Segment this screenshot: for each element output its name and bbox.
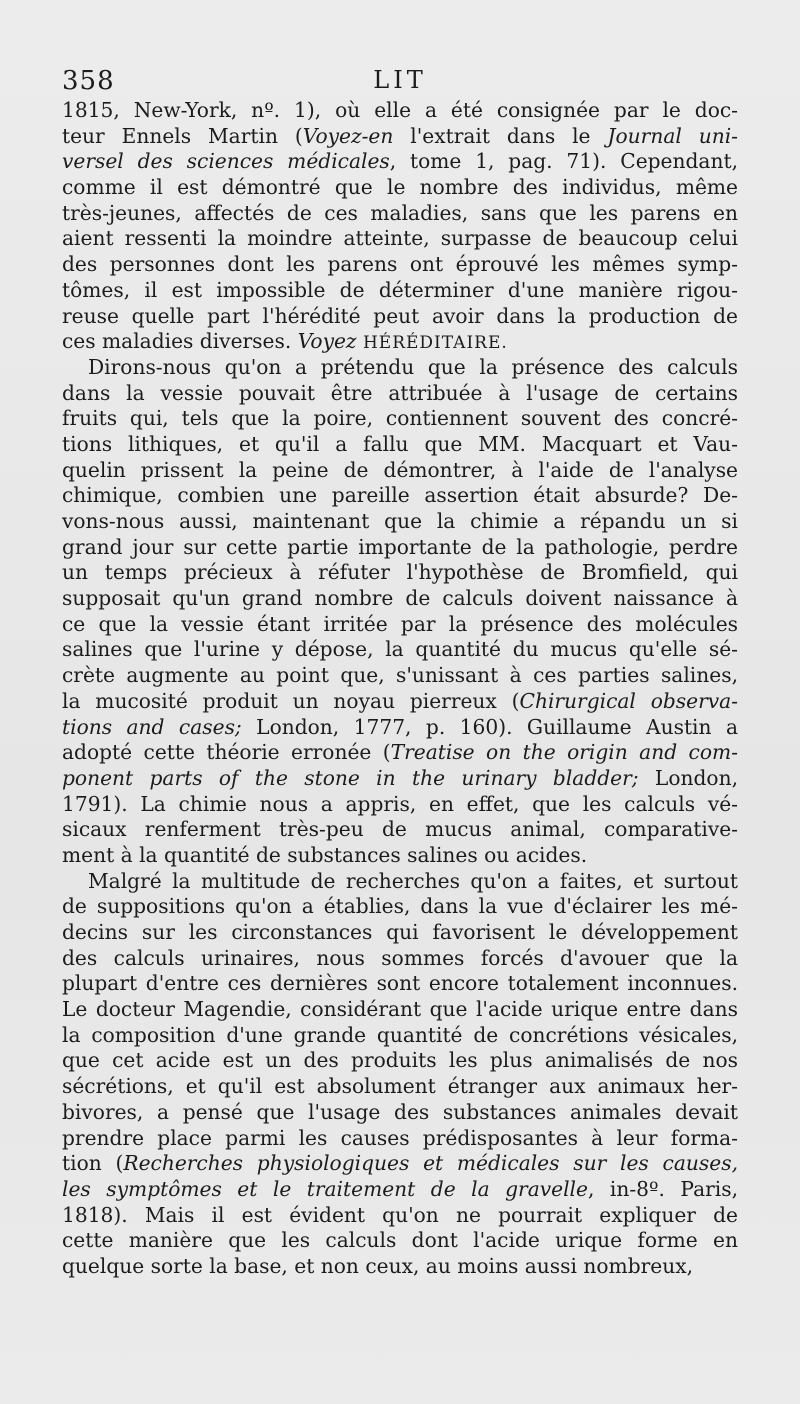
text-line: [62, 124, 738, 150]
text-line: [62, 175, 738, 201]
text-line: [62, 98, 738, 124]
text-line: [62, 560, 738, 586]
text-line: [62, 458, 738, 484]
text-line: [62, 1228, 738, 1254]
text-line: [62, 1023, 738, 1049]
body-text: [62, 98, 738, 1280]
running-head: LIT: [373, 66, 427, 94]
text-line: [62, 432, 738, 458]
page-number: 358: [62, 66, 115, 96]
text-segment: , in-8º. Paris,: [587, 1176, 738, 1201]
text-line: [62, 535, 738, 561]
text-segment: sicaux renferment très-peu de mucus animal, comparative-: [62, 817, 738, 842]
text-line: [62, 817, 738, 843]
text-line: [62, 406, 738, 432]
text-line: [62, 1048, 738, 1074]
text-line: [62, 637, 738, 663]
text-segment: Dirons-nous qu'on a prétendu que la présence des calculs: [88, 354, 738, 379]
text-segment: bivores, a pensé que l'usage des substances animales devait: [62, 1099, 738, 1124]
text-segment: salines que l'urine y dépose, la quantité du mucus qu'elle sé-: [62, 637, 738, 662]
text-line: [62, 689, 738, 715]
text-line: [62, 509, 738, 535]
text-segment: l'extrait dans le: [393, 123, 608, 148]
text-line: [62, 304, 738, 330]
text-line: [62, 1203, 738, 1229]
text-segment: tômes, il est impossible de déterminer d'une manière rigou-: [62, 277, 738, 302]
text-segment: London, 1777, p. 160). Guillaume Austin a: [241, 714, 738, 739]
text-line: [62, 766, 738, 792]
text-segment: fruits qui, tels que la poire, contiennent souvent des concré-: [62, 406, 738, 431]
text-segment: 1818). Mais il est évident qu'on ne pourrait expliquer de: [62, 1202, 738, 1227]
text-segment: quelque sorte la base, et non ceux, au moins aussi nombreux,: [62, 1253, 694, 1278]
text-line: [62, 792, 738, 818]
text-line: [62, 1074, 738, 1100]
italic-text: Journal uni-: [607, 123, 738, 148]
text-line: [62, 1126, 738, 1152]
text-line: [62, 381, 738, 407]
text-line: [62, 740, 738, 766]
text-segment: plupart d'entre ces dernières sont encore totalement inconnues.: [62, 971, 738, 996]
text-segment: ce que la vessie étant irritée par la présence des molécules: [62, 611, 738, 636]
text-segment: 1815, New-York, nº. 1), où elle a été consignée par le doc-: [62, 98, 738, 122]
text-segment: decins sur les circonstances qui favorisent le développement: [62, 920, 738, 944]
italic-text: Chirurgical observa-: [519, 688, 738, 713]
italic-text: Recherches physiologiques et médicales sur les causes,: [123, 1151, 738, 1176]
text-segment: des calculs urinaires, nous sommes forcés d'avouer que la: [62, 945, 738, 970]
text-line: [62, 869, 738, 895]
text-line: [62, 1151, 738, 1177]
text-segment: Le docteur Magendie, considérant que l'acide urique entre dans: [62, 997, 738, 1022]
text-segment: supposait qu'un grand nombre de calculs doivent naissance à: [62, 586, 738, 611]
italic-text: ponent parts of the stone in the urinary bladder;: [62, 765, 639, 790]
text-segment: teur Ennels Martin (: [62, 123, 303, 148]
text-line: [62, 201, 738, 227]
italic-text: tions and cases;: [62, 714, 242, 739]
text-line: [62, 997, 738, 1023]
text-line: [62, 586, 738, 612]
text-line: [62, 252, 738, 278]
text-segment: cette manière que les calculs dont l'acide urique forme en: [62, 1228, 738, 1253]
italic-text: Treatise on the origin and com-: [390, 740, 738, 765]
text-segment: sécrétions, et qu'il est absolument étranger aux animaux her-: [62, 1074, 738, 1099]
text-line: [62, 894, 738, 920]
text-segment: chimique, combien une pareille assertion était absurde? De-: [62, 483, 738, 508]
text-segment: adopté cette théorie erronée (: [62, 740, 391, 765]
text-line: [62, 1100, 738, 1126]
text-line: [62, 278, 738, 304]
text-segment: la composition d'une grande quantité de concrétions vésicales,: [62, 1022, 738, 1047]
text-line: [62, 843, 738, 869]
text-segment: ment à la quantité de substances salines ou acides.: [62, 842, 588, 867]
text-segment: crète augmente au point que, s'unissant à ces parties salines,: [62, 663, 738, 688]
text-segment: de suppositions qu'on a établies, dans la vue d'éclairer les mé-: [62, 894, 738, 919]
text-segment: que cet acide est un des produits les plus animalisés de nos: [62, 1048, 738, 1073]
italic-text: versel des sciences médicales: [62, 149, 390, 174]
text-line: [62, 149, 738, 175]
text-segment: la mucosité produit un noyau pierreux (: [62, 688, 520, 713]
text-segment: prendre place parmi les causes prédisposantes à leur forma-: [62, 1125, 738, 1150]
italic-text: Voyez: [297, 329, 357, 354]
text-segment: grand jour sur cette partie importante de la pathologie, perdre: [62, 534, 738, 559]
text-line: [62, 1254, 738, 1280]
text-segment: des personnes dont les parens ont éprouvé les mêmes symp-: [62, 252, 738, 277]
text-line: [62, 226, 738, 252]
text-segment: 1791). La chimie nous a appris, en effet, que les calculs vé-: [62, 791, 738, 816]
text-line: [62, 612, 738, 638]
text-line: [62, 920, 738, 946]
text-segment: vons-nous aussi, maintenant que la chimie a répandu un si: [62, 509, 738, 533]
text-segment: aient ressenti la moindre atteinte, surpasse de beaucoup celui: [62, 226, 738, 251]
text-segment: tion (: [62, 1151, 124, 1176]
page-header: [62, 66, 738, 100]
text-segment: tions lithiques, et qu'il a fallu que MM. Macquart et Vau-: [62, 431, 738, 456]
text-segment: ces maladies diverses.: [62, 329, 298, 354]
text-line: [62, 715, 738, 741]
text-line: [62, 483, 738, 509]
text-line: [62, 663, 738, 689]
text-segment: Malgré la multitude de recherches qu'on a faites, et surtout: [88, 868, 738, 893]
text-segment: un temps précieux à réfuter l'hypothèse de Bromfield, qui: [62, 560, 738, 585]
text-segment: , tome 1, pag. 71). Cependant,: [389, 149, 738, 174]
text-line: [62, 946, 738, 972]
text-line: [62, 1177, 738, 1203]
text-line: [62, 329, 738, 355]
text-line: [62, 971, 738, 997]
text-segment: quelin prissent la peine de démontrer, à l'aide de l'analyse: [62, 457, 738, 482]
text-segment: très-jeunes, affectés de ces maladies, sans que les parens en: [62, 200, 738, 225]
text-segment: reuse quelle part l'hérédité peut avoir dans la production de: [62, 303, 738, 328]
small-caps-text: HÉRÉDITAIRE.: [356, 333, 508, 354]
italic-text: Voyez-en: [302, 123, 394, 148]
text-segment: comme il est démontré que le nombre des individus, même: [62, 175, 738, 200]
italic-text: les symptômes et le traitement de la gravelle: [62, 1176, 588, 1201]
text-line: [62, 355, 738, 381]
text-segment: dans la vessie pouvait être attribuée à l'usage de certains: [62, 380, 738, 405]
text-segment: London,: [638, 765, 738, 790]
